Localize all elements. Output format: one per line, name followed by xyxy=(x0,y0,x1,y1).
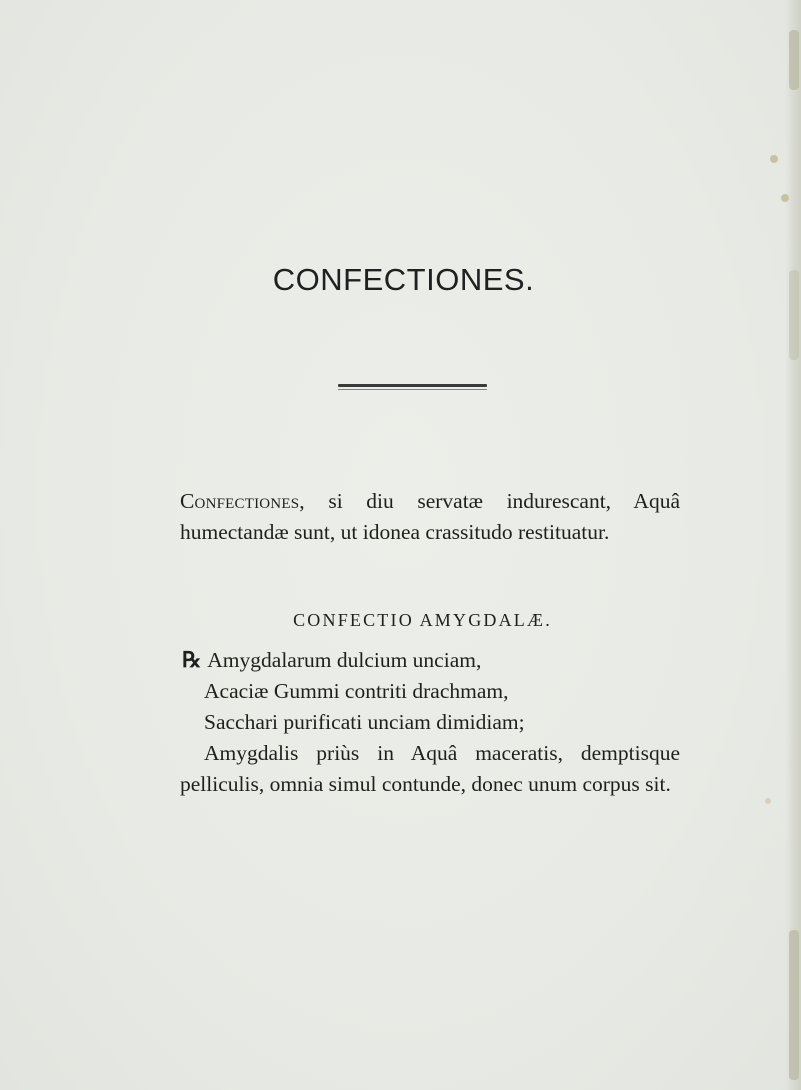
method-paragraph xyxy=(180,738,680,800)
ingredient-line xyxy=(182,676,525,707)
intro-lead-word: Confectiones, xyxy=(180,489,305,513)
ingredient-text: Sacchari purificati unciam dimidiam; xyxy=(204,710,525,734)
intro-paragraph xyxy=(180,486,680,548)
ingredient-line xyxy=(182,707,525,738)
method-text: Amygdalis priùs in Aquâ maceratis, demptisque pelliculis, omnia simul contunde, donec unum corpus sit. xyxy=(180,741,680,796)
foxing-spot xyxy=(765,798,771,804)
foxing-spot xyxy=(770,155,778,163)
foxing-spot xyxy=(781,194,789,202)
recipe-heading: CONFECTIO AMYGDALÆ. xyxy=(293,610,552,630)
page-title: CONFECTIONES. xyxy=(272,262,535,297)
ingredient-text: Amygdalarum dulcium unciam, xyxy=(207,648,482,672)
recipe-symbol: ℞ xyxy=(182,648,202,672)
title-rule xyxy=(338,384,487,387)
page-stain xyxy=(789,930,799,1080)
page-edge-shadow xyxy=(785,0,801,1090)
title-rule-thin xyxy=(338,389,487,390)
ingredient-text: Acaciæ Gummi contriti drachmam, xyxy=(204,679,509,703)
intro-text: si diu servatæ indurescant, Aquâ humectandæ sunt, ut idonea crassitudo restituatur. xyxy=(180,489,680,544)
ingredient-list xyxy=(182,645,525,738)
page-stain xyxy=(789,30,799,90)
ingredient-line xyxy=(182,645,525,676)
